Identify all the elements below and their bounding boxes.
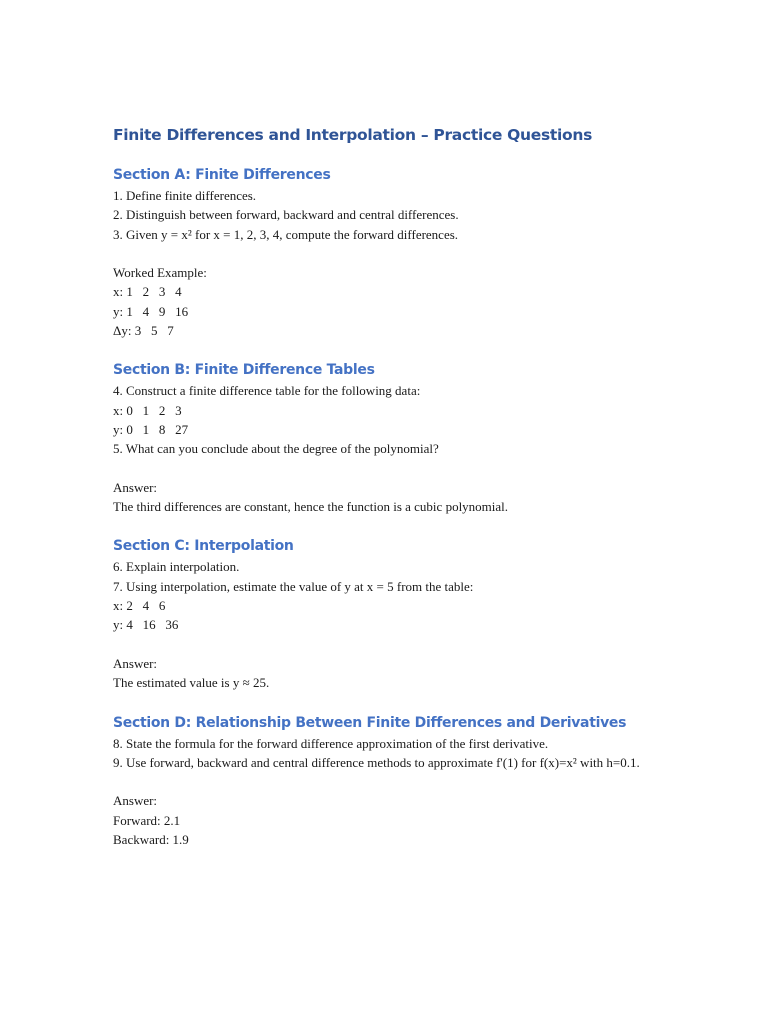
blank-line <box>113 635 713 654</box>
answer-label: Answer: <box>113 479 158 495</box>
question-1: 1. Define finite differences. <box>113 188 257 203</box>
answer-label: Answer: <box>113 655 158 671</box>
blank-line <box>113 244 713 263</box>
question-4: 4. Construct a finite difference table for the following data: <box>113 383 421 399</box>
document-page <box>113 124 713 869</box>
answer-text: The estimated value is y ≈ 25. <box>113 675 270 691</box>
data-row-y: y: 4 16 36 <box>113 617 179 633</box>
question-8: 8. State the formula for the forward difference approximation of the first derivative. <box>113 735 549 751</box>
data-row-x: x: 2 4 6 <box>113 598 166 614</box>
section-a <box>113 165 713 340</box>
question-3: 3. Given y = x² for x = 1, 2, 3, 4, compute the forward differences. <box>113 226 459 242</box>
data-row-x: x: 0 1 2 3 <box>113 402 182 418</box>
section-heading: Section A: Finite Differences <box>113 167 331 183</box>
answer-label: Answer: <box>113 793 158 809</box>
section-d <box>113 713 713 850</box>
answer-text: The third differences are constant, hence the function is a cubic polynomial. <box>113 499 509 515</box>
data-row-x: x: 1 2 3 4 <box>113 284 182 300</box>
section-heading: Section B: Finite Difference Tables <box>113 362 375 379</box>
question-5: 5. What can you conclude about the degree of the polynomial? <box>113 441 439 457</box>
section-heading: Section C: Interpolation <box>113 538 294 555</box>
answer-forward: Forward: 2.1 <box>113 812 181 828</box>
blank-line <box>113 459 713 478</box>
section-b <box>113 360 713 516</box>
answer-backward: Backward: 1.9 <box>113 832 189 848</box>
data-row-y: y: 0 1 8 27 <box>113 421 189 437</box>
question-6: 6. Explain interpolation. <box>113 559 240 575</box>
blank-line <box>113 772 713 791</box>
question-2: 2. Distinguish between forward, backward and central differences. <box>113 207 459 223</box>
section-heading: Section D: Relationship Between Finite Differences and Derivatives <box>113 714 627 731</box>
question-7: 7. Using interpolation, estimate the value of y at x = 5 from the table: <box>113 578 474 594</box>
data-row-y: y: 1 4 9 16 <box>113 303 189 319</box>
section-c <box>113 536 713 692</box>
document-title: Finite Differences and Interpolation – Practice Questions <box>113 126 593 144</box>
data-row-delta-y: Δy: 3 5 7 <box>113 323 174 339</box>
worked-example-label: Worked Example: <box>113 265 207 281</box>
question-9: 9. Use forward, backward and central difference methods to approximate f'(1) for f(x)=x² with h=0.1. <box>113 754 640 770</box>
